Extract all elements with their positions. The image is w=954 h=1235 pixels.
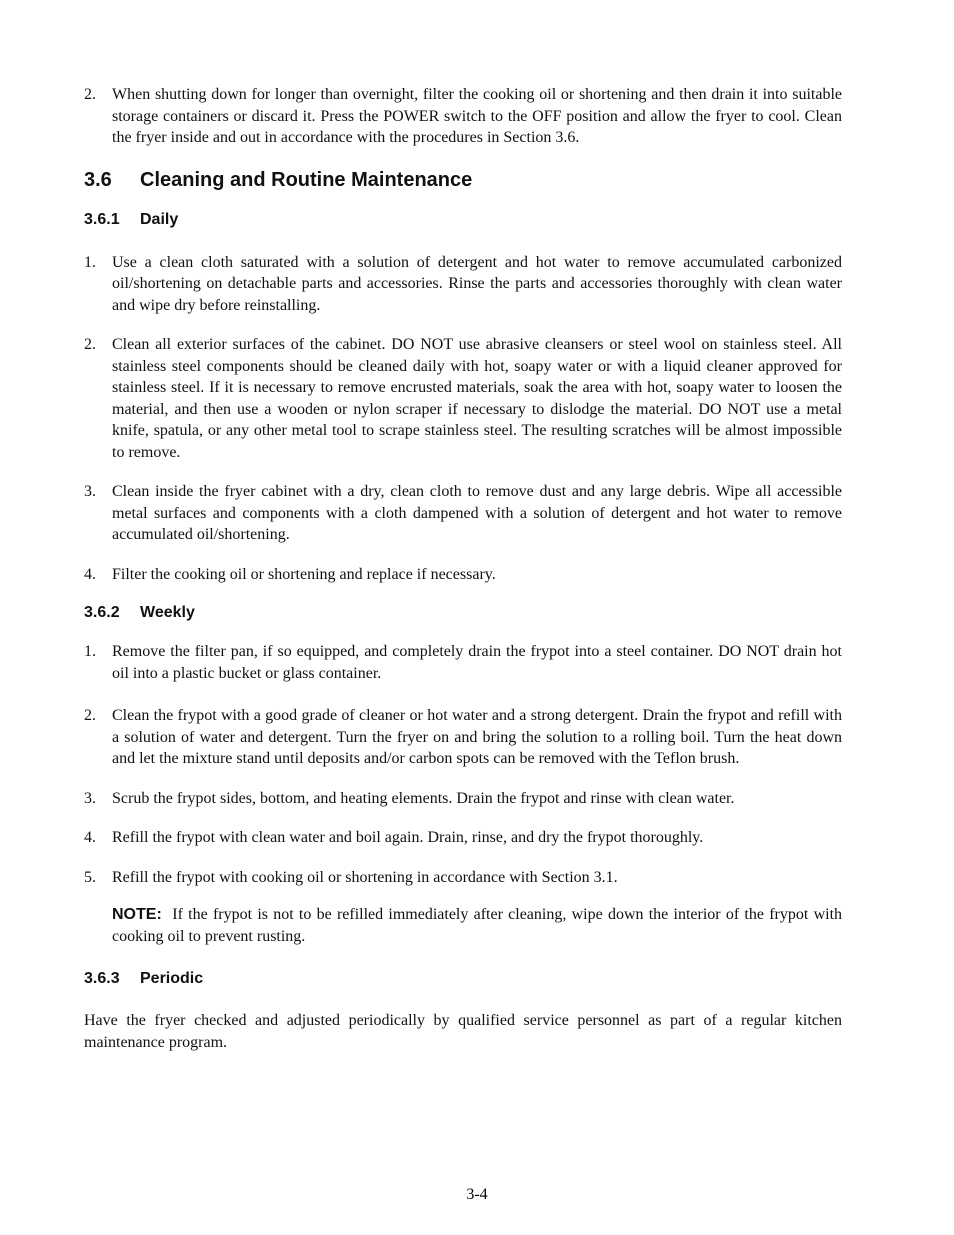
list-item-text: When shutting down for longer than overnight, filter the cooking oil or shortening and then drain it into suitable storage containers or discard it. Press the POWER switch to the OFF position and allow the fryer to cool. Clean the fryer inside and out in accordance with the procedures in Section 3.6. bbox=[112, 86, 842, 146]
list-item bbox=[84, 705, 842, 770]
list-item-text: Clean inside the fryer cabinet with a dry, clean cloth to remove dust and any large debris. Wipe all accessible metal surfaces and components with a cloth dampened with a solution of detergent and hot water to remove accumulated oil/shortening. bbox=[112, 483, 842, 543]
note-text: If the frypot is not to be refilled immediately after cleaning, wipe down the interior of the frypot with cooking oil to prevent rusting. bbox=[112, 906, 843, 945]
list-item-text: Scrub the frypot sides, bottom, and heating elements. Drain the frypot and rinse with clean water. bbox=[112, 789, 735, 807]
list-item-number: 1. bbox=[84, 253, 96, 271]
list-item-text: Remove the filter pan, if so equipped, and completely drain the frypot into a steel container. DO NOT drain hot oil into a plastic bucket or glass container. bbox=[112, 643, 842, 682]
list-item-text: Clean all exterior surfaces of the cabinet. DO NOT use abrasive cleansers or steel wool on stainless steel. All stainless steel components should be cleaned daily with hot, soapy water or with a liquid cleaner approved for stainless steel. If it is necessary to remove encrusted materials, soak the area with hot, soapy water to loosen the material, and then use a wooden or nylon scraper if necessary to dislodge the material. DO NOT use a metal knife, spatula, or any other metal tool to scrape stainless steel. The resulting scratches will be almost impossible to remove. bbox=[112, 336, 842, 461]
list-item-number: 4. bbox=[84, 565, 96, 583]
list-item bbox=[84, 788, 842, 810]
subsection-heading-periodic bbox=[84, 969, 842, 989]
section-number: 3.6 bbox=[84, 168, 112, 191]
list-item-number: 2. bbox=[84, 707, 96, 724]
section-title: Cleaning and Routine Maintenance bbox=[140, 168, 473, 191]
list-item bbox=[84, 641, 842, 684]
subsection-number: 3.6.1 bbox=[84, 210, 120, 228]
list-item bbox=[84, 867, 842, 889]
list-item-text: Use a clean cloth saturated with a solution of detergent and hot water to remove accumulated carbonized oil/shortening on detachable parts and accessories. Rinse the parts and accessories thoroughly with clean water and wipe dry before reinstalling. bbox=[112, 253, 842, 314]
list-item bbox=[84, 481, 842, 546]
list-item-text: Refill the frypot with clean water and boil again. Drain, rinse, and dry the frypot thoroughly. bbox=[112, 829, 704, 846]
list-item bbox=[84, 827, 842, 849]
section-heading bbox=[84, 168, 842, 192]
list-item bbox=[84, 252, 842, 317]
subsection-title: Weekly bbox=[140, 604, 195, 621]
subsection-number: 3.6.2 bbox=[84, 604, 120, 621]
periodic-paragraph: Have the fryer checked and adjusted periodically by qualified service personnel as part of a regular kitchen maintenance program. bbox=[84, 1012, 842, 1051]
note-label: NOTE: bbox=[112, 906, 162, 923]
list-item-number: 3. bbox=[84, 483, 96, 500]
list-item bbox=[84, 564, 842, 586]
list-item-text: Refill the frypot with cooking oil or shortening in accordance with Section 3.1. bbox=[112, 868, 618, 886]
list-item-number: 2. bbox=[84, 86, 96, 103]
subsection-title: Periodic bbox=[140, 970, 204, 987]
list-item bbox=[84, 84, 842, 149]
list-item-number: 1. bbox=[84, 643, 96, 660]
note-block bbox=[84, 904, 842, 947]
list-item-number: 2. bbox=[84, 336, 96, 353]
list-item-number: 4. bbox=[84, 829, 96, 846]
subsection-title: Daily bbox=[140, 210, 179, 228]
list-item-number: 3. bbox=[84, 789, 96, 807]
list-item-text: Clean the frypot with a good grade of cleaner or hot water and a strong detergent. Drain the frypot and refill with a solution of water and detergent. Turn the fryer on and bring the solution to a rolling boil. Turn the heat down and let the mixture stand until deposits and/or carbon spots can be removed with the Teflon brush. bbox=[112, 707, 842, 767]
subsection-heading-daily bbox=[84, 210, 842, 230]
list-item-text: Filter the cooking oil or shortening and replace if necessary. bbox=[112, 565, 496, 583]
subsection-heading-weekly bbox=[84, 603, 842, 623]
subsection-number: 3.6.3 bbox=[84, 970, 120, 987]
page-number: 3-4 bbox=[466, 1186, 488, 1203]
document-page bbox=[84, 84, 842, 1053]
list-item-number: 5. bbox=[84, 868, 96, 886]
list-item bbox=[84, 334, 842, 463]
